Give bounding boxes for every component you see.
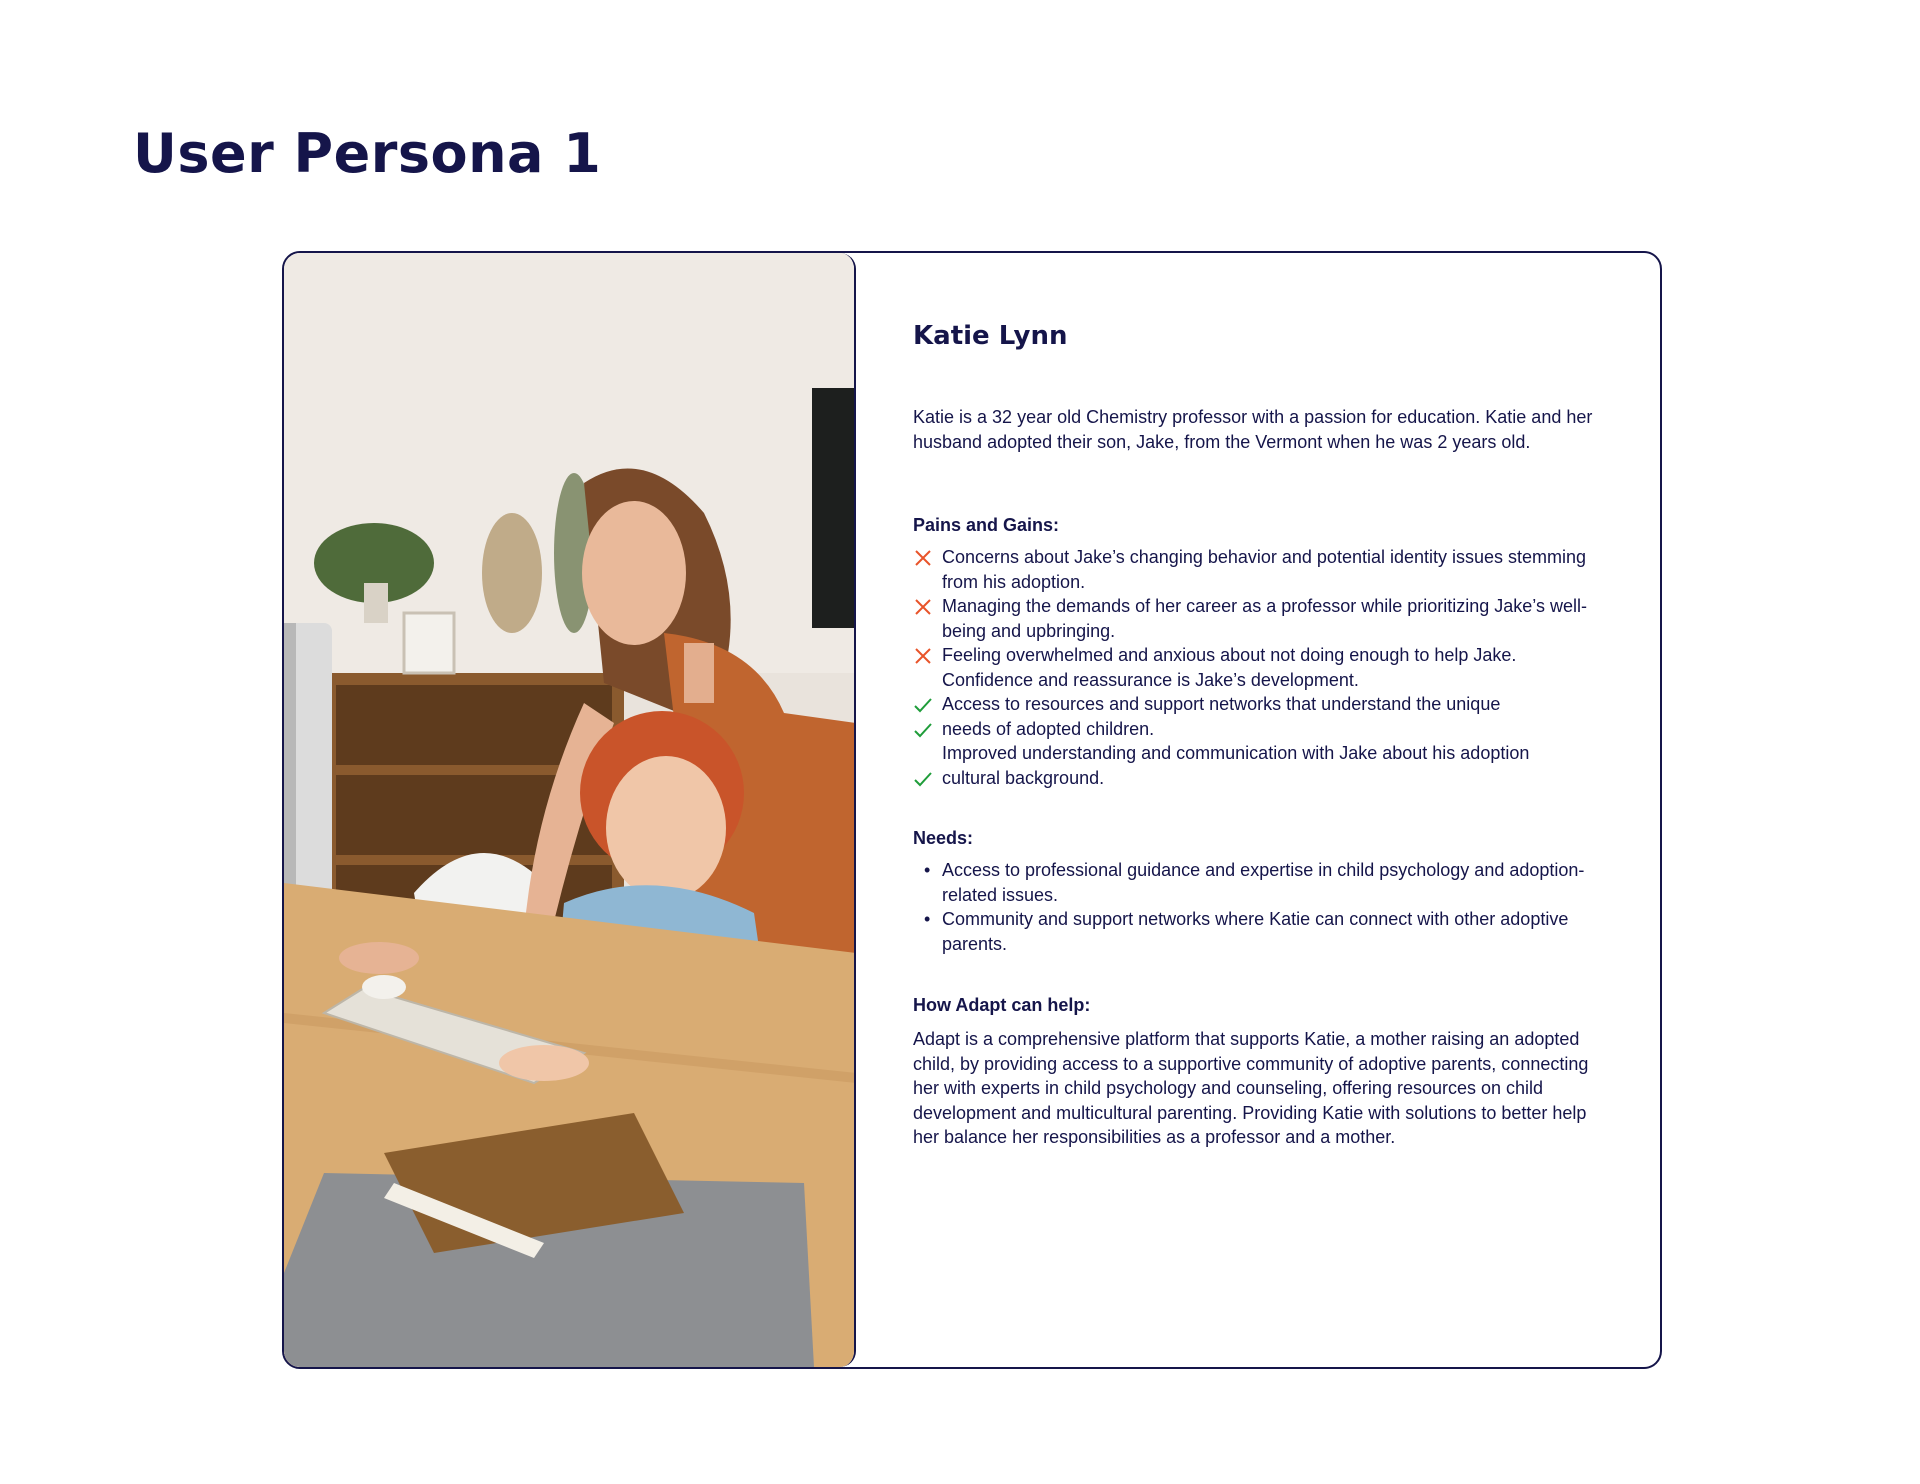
pains-gains-list <box>913 545 1603 790</box>
persona-photo <box>284 253 856 1367</box>
persona-name: Katie Lynn <box>913 321 1068 351</box>
check-mark-icon <box>913 696 933 714</box>
list-item: cultural background. <box>913 766 1603 791</box>
list-item: Concerns about Jake’s changing behavior and potential identity issues stemming from his adoption. <box>913 545 1603 594</box>
list-item: Improved understanding and communication with Jake about his adoption <box>942 743 1530 763</box>
list-item: • Community and support networks where Katie can connect with other adoptive parents. <box>924 909 1569 954</box>
list-item: needs of adopted children. <box>913 717 1603 742</box>
check-mark-icon <box>913 770 933 788</box>
help-text: Adapt is a comprehensive platform that supports Katie, a mother raising an adopted child, by providing access to a supportive community of adoptive parents, connecting her with experts in child psychology and counseling, offering resources on child development and multicultural parenting. Providing Katie with solutions to better help her balance her responsibilities as a professor and a mother. <box>913 1029 1589 1147</box>
pains-gains-heading: Pains and Gains: <box>913 515 1060 535</box>
list-item: Access to resources and support networks that understand the unique <box>913 692 1603 717</box>
needs-list <box>913 858 1603 956</box>
persona-photo-illustration <box>284 253 856 1367</box>
page-title: User Persona 1 <box>133 122 602 185</box>
list-item: Feeling overwhelmed and anxious about not doing enough to help Jake. <box>913 643 1603 668</box>
list-item: Confidence and reassurance is Jake’s development. <box>942 669 1359 690</box>
x-mark-icon <box>913 598 933 616</box>
help-heading: How Adapt can help: <box>913 995 1091 1015</box>
needs-heading: Needs: <box>913 828 974 848</box>
check-mark-icon <box>913 721 933 739</box>
x-mark-icon <box>913 647 933 665</box>
bullet-icon: • <box>924 909 931 929</box>
bullet-icon: • <box>924 860 931 880</box>
list-item: Managing the demands of her career as a professor while prioritizing Jake’s well-being and upbringing. <box>913 594 1603 643</box>
list-item: • Access to professional guidance and expertise in child psychology and adoption-related issues. <box>924 860 1585 905</box>
persona-card <box>282 251 1662 1369</box>
persona-intro: Katie is a 32 year old Chemistry professor with a passion for education. Katie and her husband adopted their son, Jake, from the Vermont when he was 2 years old. <box>913 407 1593 452</box>
x-mark-icon <box>913 549 933 567</box>
